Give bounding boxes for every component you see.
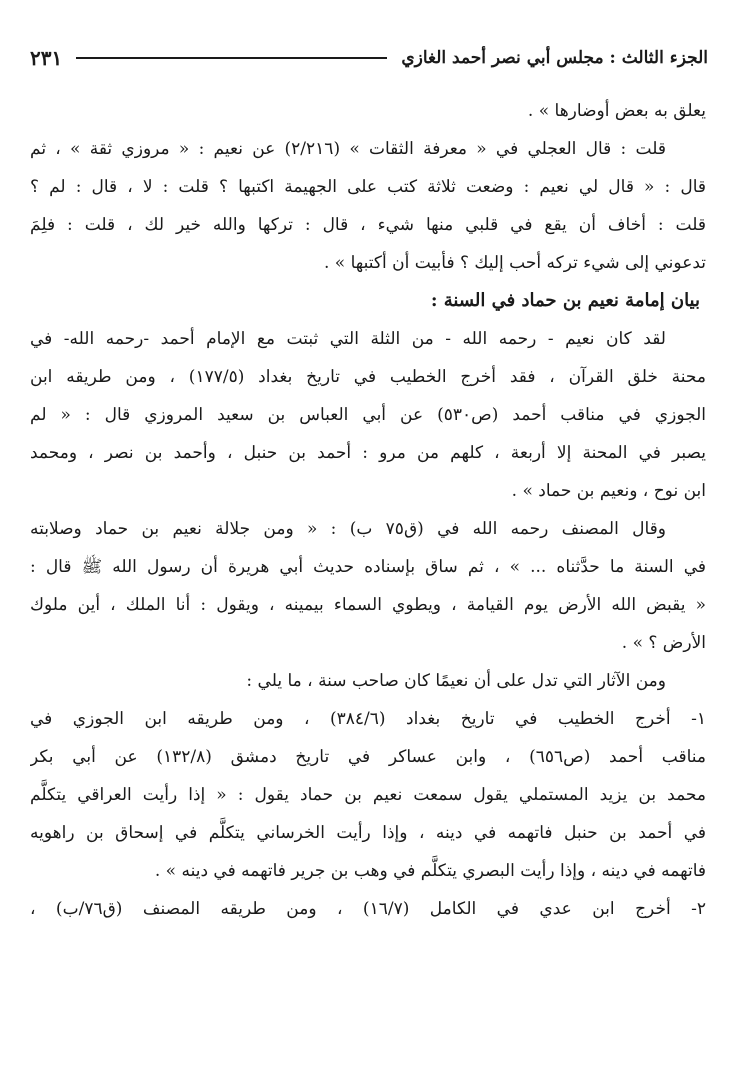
text-line: تدعوني إلى شيء تركه أحب إليك ؟ فأبيت أن أكتبها » .: [324, 253, 706, 273]
text-line: ومن الآثار التي تدل على أن نعيمًا كان صاحب سنة ، ما يلي :: [246, 671, 666, 691]
text-line: الأرض ؟ » .: [621, 633, 706, 653]
text-line: مناقب أحمد (ص٦٥٦) ، وابن عساكر في تاريخ دمشق (١٣٢/٨) عن أبي بكر: [30, 747, 706, 767]
page-header: [30, 40, 708, 76]
text-line: وقال المصنف رحمه الله في (ق٧٥ ب) : « ومن جلالة نعيم بن حماد وصلابته: [30, 519, 666, 539]
section-heading: بيان إمامة نعيم بن حماد في السنة :: [430, 290, 700, 311]
text-line: يعلق به بعض أوضارها » .: [527, 101, 706, 121]
text-line: محمد بن يزيد المستملي يقول سمعت نعيم بن حماد يقول : « إذا رأيت العراقي يتكلَّم: [30, 785, 706, 805]
text-line: فاتهمه في دينه ، وإذا رأيت البصري يتكلَّم في وهب بن جرير فاتهمه في دينه » .: [154, 861, 706, 881]
text-line: في السنة ما حدَّثناه ... » ، ثم ساق بإسناده حديث أبي هريرة أن رسول الله ﷺ قال :: [30, 557, 706, 577]
text-line: قلت : أخاف أن يقع في قلبي منها شيء ، قال : تركها والله خير لك ، قلت : فلِمَ: [30, 215, 706, 235]
text-line: قال : « قال لي نعيم : وضعت ثلاثة كتب على الجهيمة اكتبها ؟ قلت : لا ، قال : لم ؟: [30, 177, 706, 197]
text-line: في أحمد بن حنبل فاتهمه في دينه ، وإذا رأيت الخرساني يتكلَّم في إسحاق بن راهويه: [30, 823, 706, 843]
text-line: ٢- أخرج ابن عدي في الكامل (١٦/٧) ، ومن طريقه المصنف (ق٧٦/ب) ،: [30, 899, 706, 919]
text-line: ١- أخرج الخطيب في تاريخ بغداد (٣٨٤/٦) ، ومن طريقه ابن الجوزي في: [30, 709, 706, 729]
running-head: الجزء الثالث : مجلس أبي نصر أحمد الغازي: [401, 48, 708, 68]
body-text: [30, 92, 706, 928]
text-line: يصبر في المحنة إلا أربعة ، كلهم من مرو : أحمد بن حنبل ، وأحمد بن نصر ، ومحمد: [30, 443, 706, 463]
text-line: ابن نوح ، ونعيم بن حماد » .: [511, 481, 706, 501]
text-line: لقد كان نعيم - رحمه الله - من الثلة التي ثبتت مع الإمام أحمد -رحمه الله- في: [30, 329, 666, 349]
page-number: ٢٣١: [30, 46, 63, 70]
text-line: « يقبض الله الأرض يوم القيامة ، ويطوي السماء بيمينه ، ويقول : أنا الملك ، أين ملوك: [30, 595, 706, 615]
text-line: محنة خلق القرآن ، فقد أخرج الخطيب في تاريخ بغداد (١٧٧/٥) ، ومن طريقه ابن: [30, 367, 706, 387]
text-line: الجوزي في مناقب أحمد (ص٥٣٠) عن أبي العباس بن سعيد المروزي قال : « لم: [30, 405, 706, 425]
text-line: قلت : قال العجلي في « معرفة الثقات » (٢/٢١٦) عن نعيم : « مروزي ثقة » ، ثم: [30, 139, 666, 159]
header-rule: [76, 57, 387, 59]
